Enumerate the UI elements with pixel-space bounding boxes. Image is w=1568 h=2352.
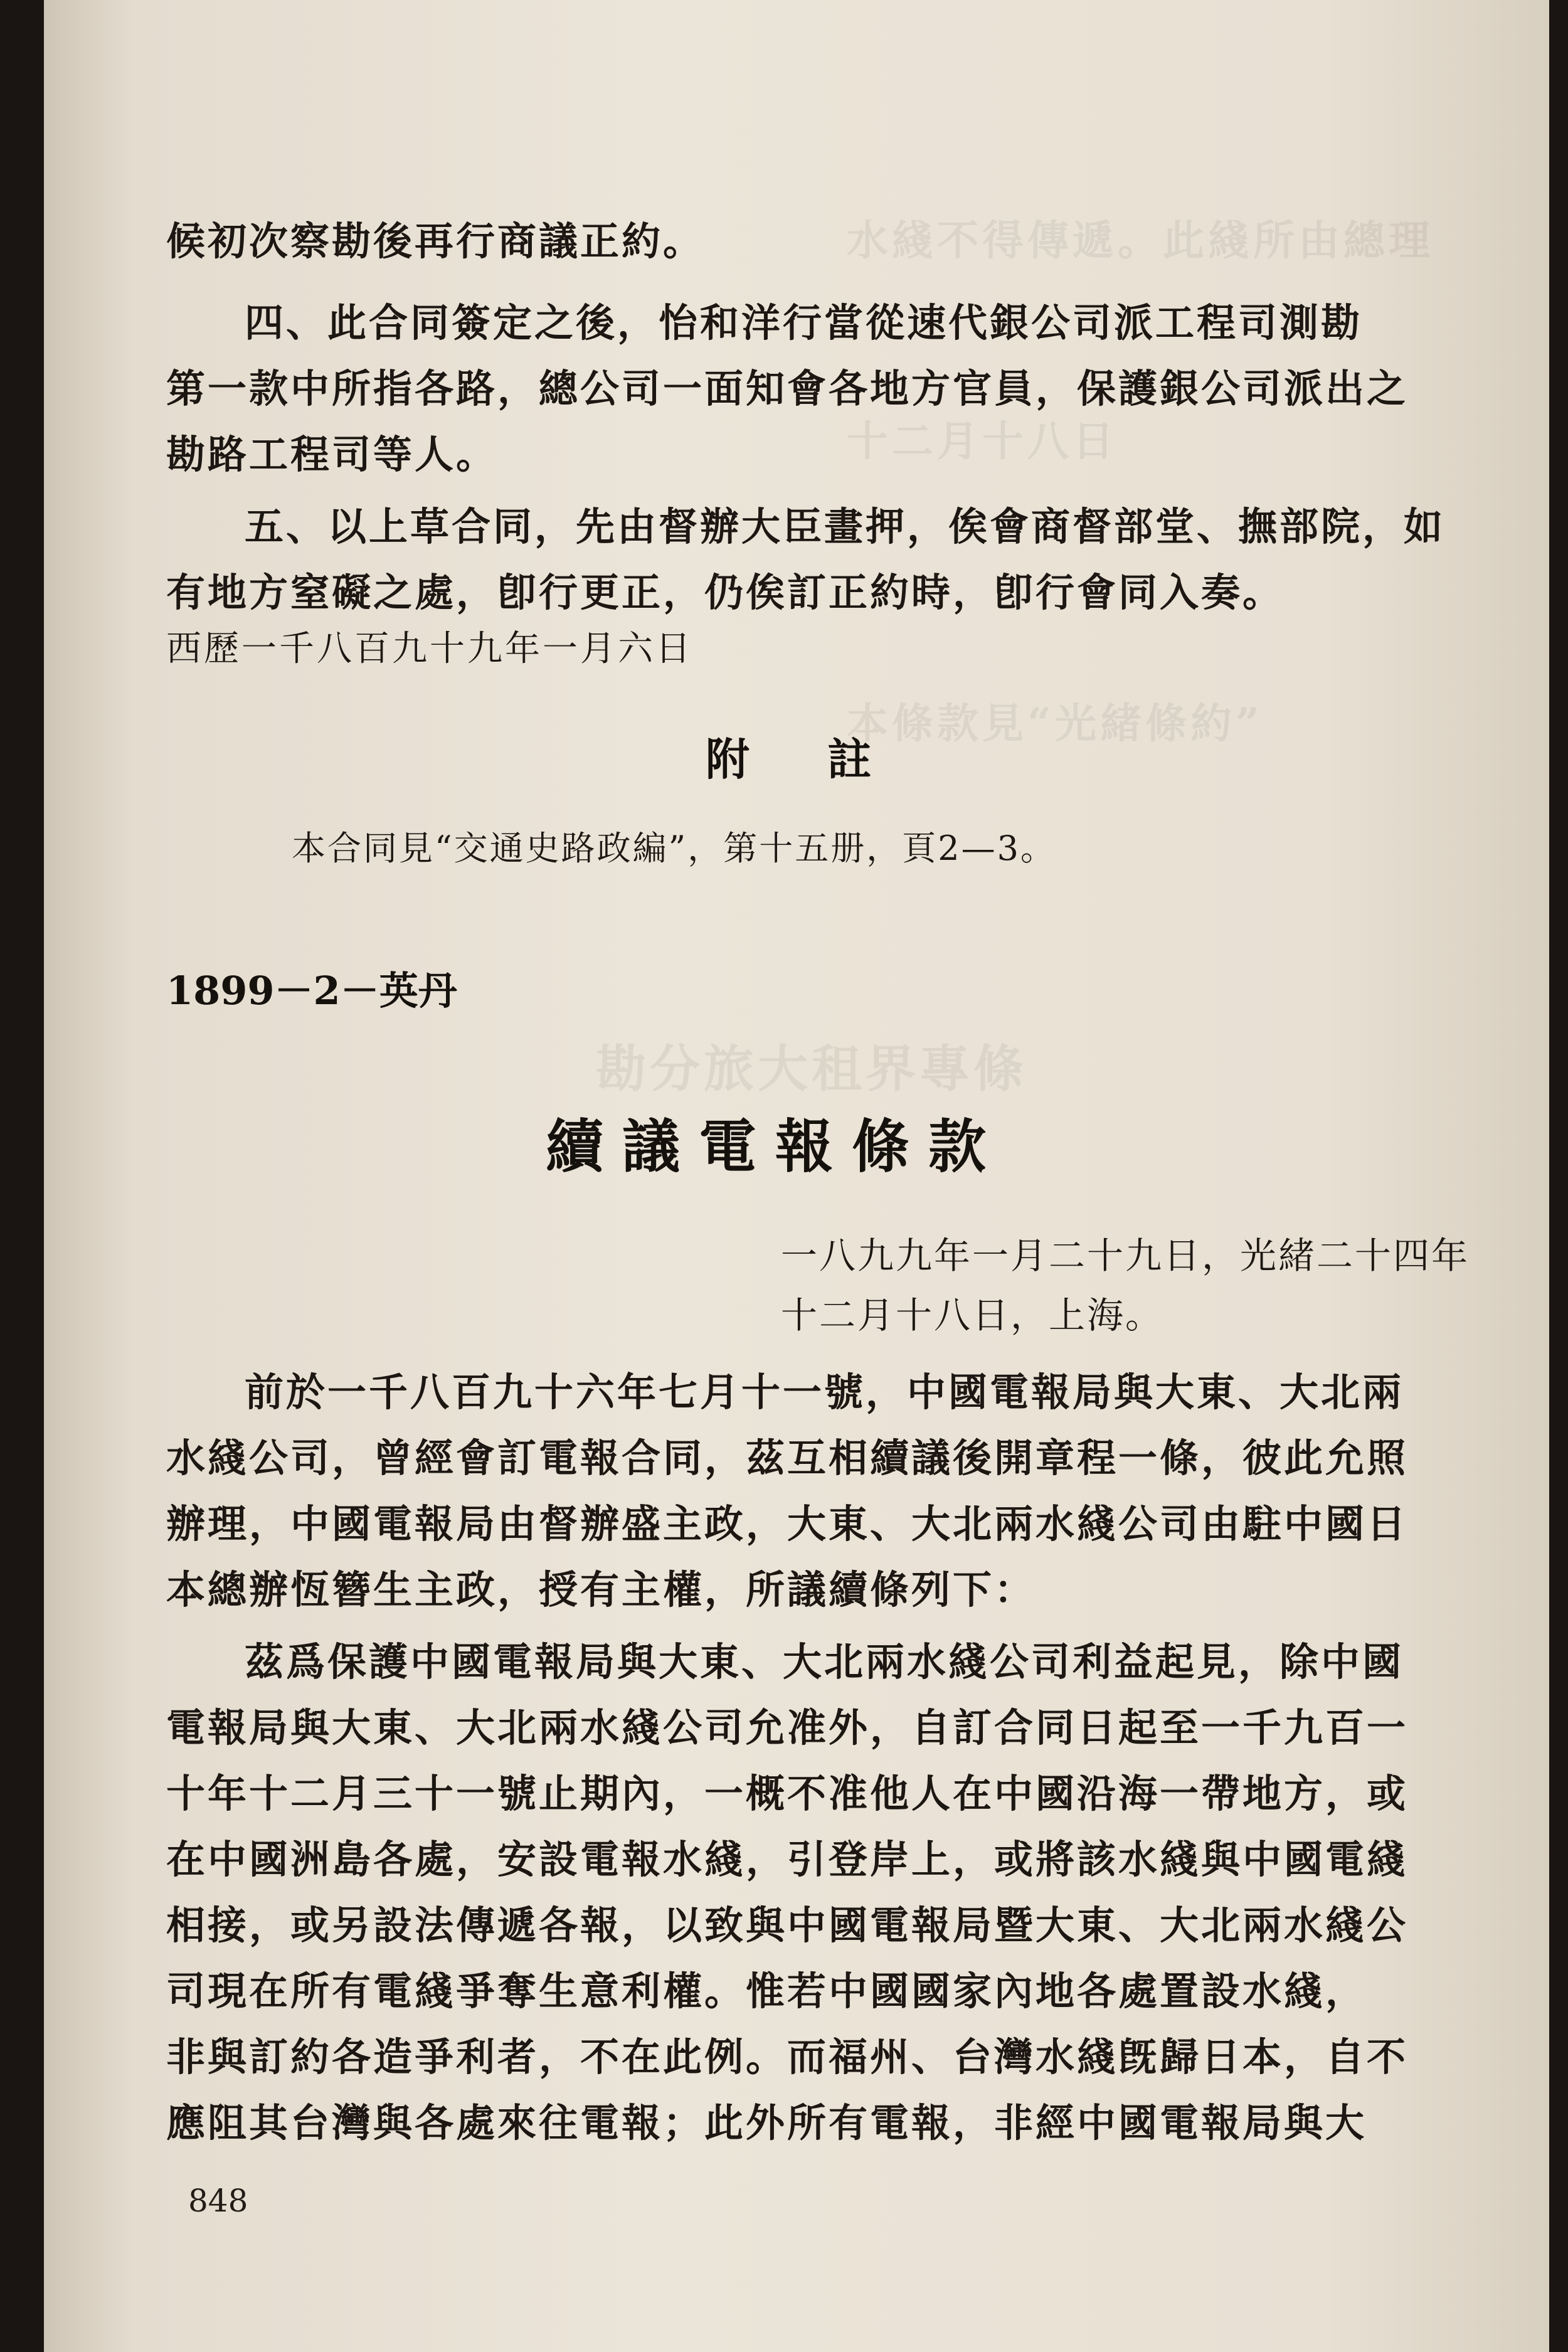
body-line: 本總辦恆簪生主政，授有主權，所議續條列下： [166,1567,1036,1613]
body-line: 茲爲保護中國電報局與大東、大北兩水綫公司利益起見，除中國 [245,1639,1404,1685]
page-number: 848 [188,2183,248,2219]
bleed-through-text: 本條款見“光緒條約” [847,699,1263,748]
body-line: 辦理，中國電報局由督辦盛主政，大東、大北兩水綫公司由駐中國日 [166,1501,1409,1547]
bleed-through-text: 水綫不得傳遞。此綫所由總理 [847,216,1434,265]
note-text: 本合同見“交通史路政編”，第十五册，頁2—3。 [292,829,1056,868]
body-line: 電報局與大東、大北兩水綫公司允准外，自訂合同日起至一千九百一 [166,1705,1409,1751]
treaty-date-line-2: 十二月十八日，上海。 [781,1294,1164,1337]
note-heading: 附 註 [706,733,903,785]
body-line: 有地方窒礙之處，卽行更正，仍俟訂正約時，卽行會同入奏。 [166,569,1285,615]
body-line: 應阻其台灣與各處來往電報；此外所有電報，非經中國電報局與大 [166,2100,1367,2146]
treaty-title: 續議電報條款 [546,1113,1005,1180]
date-line: 西歷一千八百九十九年一月六日 [166,628,693,669]
body-line: 第一款中所指各路，總公司一面知會各地方官員，保護銀公司派出之 [166,366,1409,411]
body-line: 十年十二月三十一號止期內，一概不准他人在中國沿海一帶地方，或 [166,1771,1409,1816]
body-line: 司現在所有電綫爭奪生意利權。惟若中國國家內地各處置設水綫， [166,1968,1367,2014]
body-line: 水綫公司，曾經會訂電報合同，茲互相續議後開章程一條，彼此允照 [166,1435,1409,1481]
body-line: 候初次察勘後再行商議正約。 [166,218,705,264]
body-line: 相接，或另設法傳遞各報，以致與中國電報局暨大東、大北兩水綫公 [166,1902,1409,1948]
body-line: 非與訂約各造爭利者，不在此例。而福州、台灣水綫旣歸日本，自不 [166,2034,1409,2080]
body-line: 勘路工程司等人。 [166,432,498,477]
book-page [44,0,1549,2352]
bleed-through-text: 勘分旅大租界專條 [596,1039,1027,1098]
body-line: 在中國洲島各處，安設電報水綫，引登岸上，或將該水綫與中國電綫 [166,1836,1409,1882]
body-line: 五、以上草合同，先由督辦大臣畫押，俟會商督部堂、撫部院，如 [245,504,1446,549]
treaty-date-line-1: 一八九九年一月二十九日，光緒二十四年 [781,1234,1470,1277]
body-line: 前於一千八百九十六年七月十一號，中國電報局與大東、大北兩 [245,1369,1404,1415]
treaty-code: 1899－2－英丹 [166,968,457,1014]
body-line: 四、此合同簽定之後，怡和洋行當從速代銀公司派工程司測勘 [245,300,1363,346]
bleed-through-text: 十二月十八日 [847,416,1118,465]
